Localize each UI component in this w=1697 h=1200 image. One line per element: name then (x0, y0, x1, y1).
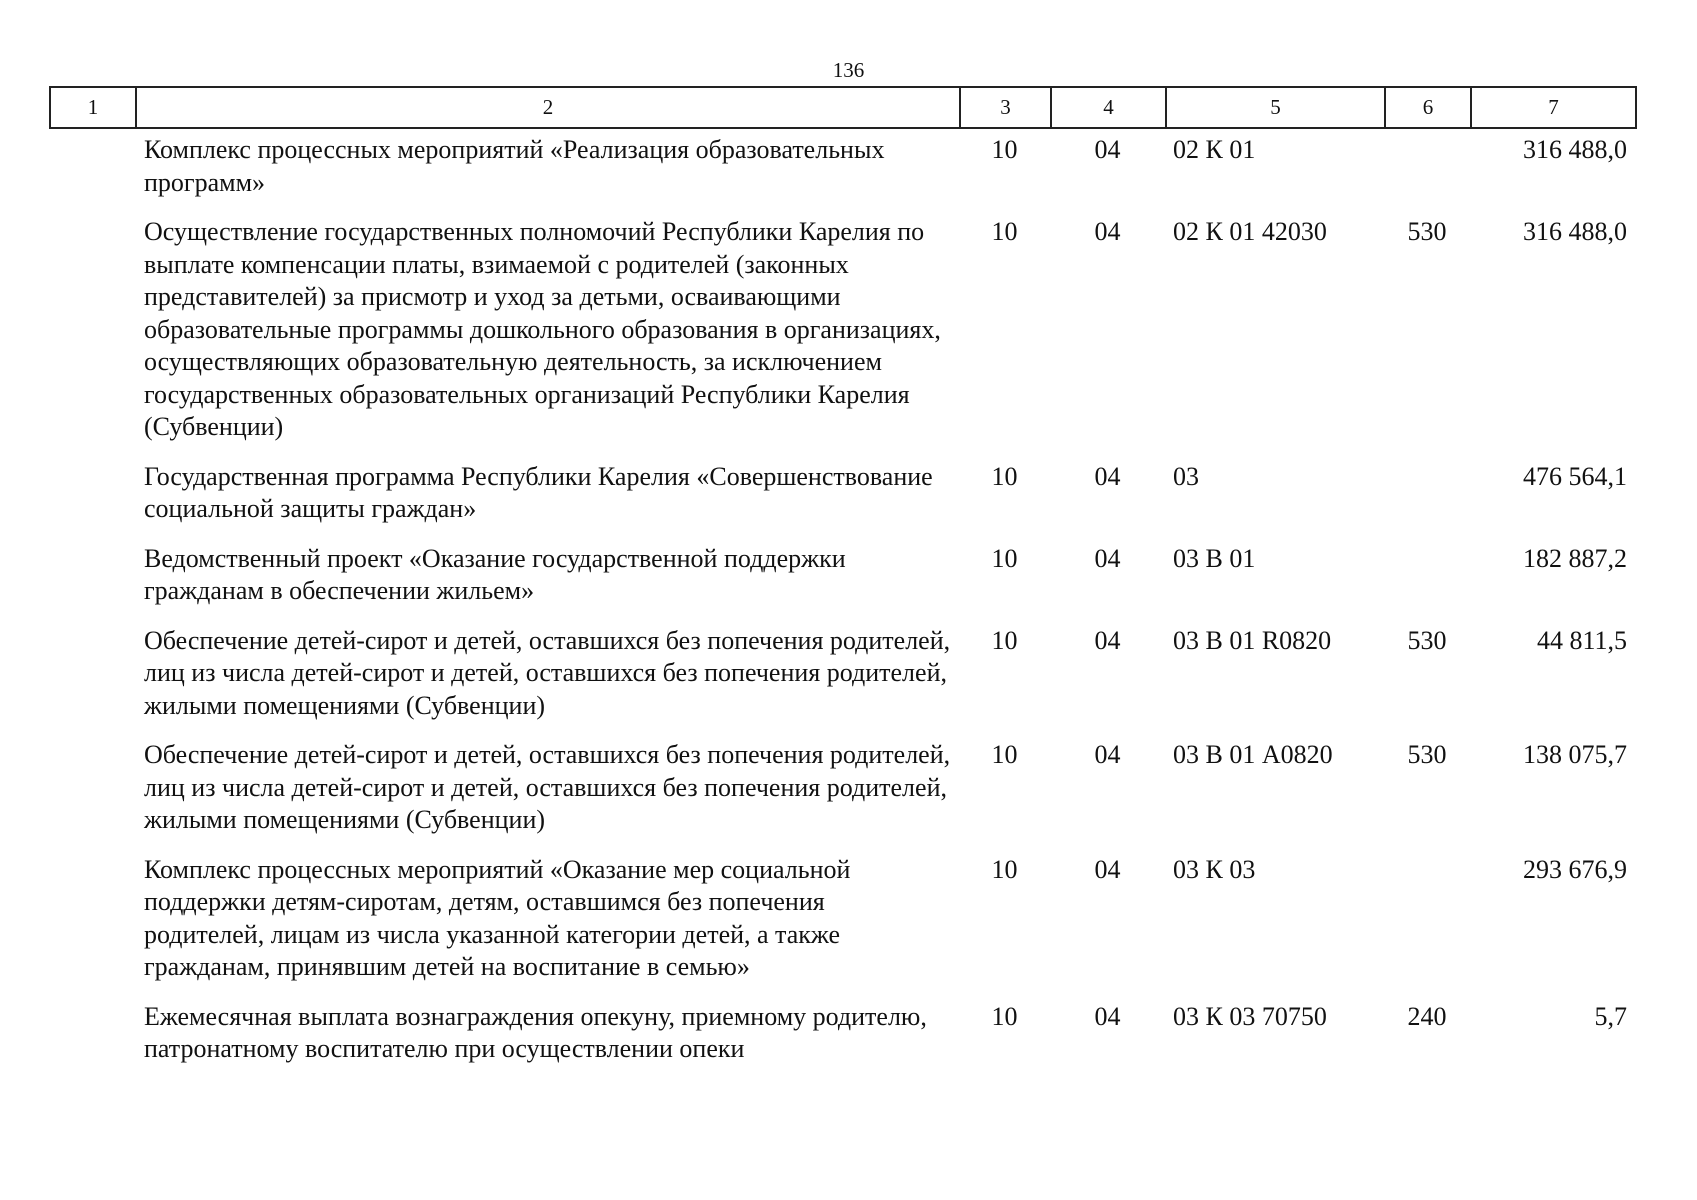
row-target-article-code: 03 В 01 А0820 (1173, 740, 1333, 769)
row-subsection-code: 04 (1094, 854, 1121, 884)
table-row (49, 216, 1635, 461)
row-subsection-code: 04 (1094, 740, 1121, 769)
table-row (49, 739, 1635, 854)
row-target-article-code: 03 К 03 (1173, 854, 1256, 884)
row-subsection-code: 04 (1094, 625, 1121, 655)
row-description: Государственная программа Республики Карелия «Совершенствование социальной защиты граждан» (144, 461, 933, 523)
row-target-article-code: 03 В 01 R0820 (1173, 625, 1332, 655)
row-description: Комплекс процессных мероприятий «Оказание мер социальной поддержки детям-сиротам, детям, оставшимся без попечения родителей, лицам из числа указанной категории детей, а также гражданам, принявшим детей на воспитание в семью» (144, 854, 851, 981)
table-rows (49, 134, 1635, 1083)
table-row (49, 1001, 1635, 1083)
row-section-code: 10 (991, 543, 1018, 573)
row-target-article-code: 03 К 03 70750 (1173, 1001, 1327, 1031)
table-row (49, 543, 1635, 625)
row-description: Обеспечение детей-сирот и детей, оставшихся без попечения родителей, лиц из числа детей-сирот и детей, оставшихся без попечения родителей, жилыми помещениями (Субвенции) (144, 625, 951, 720)
row-description: Осуществление государственных полномочий Республики Карелия по выплате компенсации платы, взимаемой с родителей (законных представителей) за присмотр и уход за детьми, осваивающими образовательные программы дошкольного образования в организациях, осуществляющих образовательную деятельность, за исключением государственных образовательных организаций Республики Карелия (Субвенции) (144, 217, 941, 441)
row-section-code: 10 (991, 217, 1018, 246)
row-description: Комплекс процессных мероприятий «Реализация образовательных программ» (144, 135, 885, 197)
column-header-table (49, 86, 1637, 129)
row-subsection-code: 04 (1094, 217, 1121, 246)
column-number-5: 5 (1166, 87, 1385, 128)
column-number-7: 7 (1471, 87, 1636, 128)
row-expense-type-code: 530 (1407, 740, 1447, 769)
row-section-code: 10 (991, 461, 1018, 491)
row-section-code: 10 (991, 1001, 1018, 1031)
row-expense-type-code (1384, 543, 1470, 625)
row-amount: 316 488,0 (1523, 135, 1627, 164)
row-expense-type-code: 530 (1407, 217, 1447, 246)
column-number-row (50, 87, 1636, 128)
column-number-6: 6 (1385, 87, 1471, 128)
row-subsection-code: 04 (1094, 135, 1121, 164)
row-description: Ведомственный проект «Оказание государственной поддержки гражданам в обеспечении жильем» (144, 543, 846, 605)
row-expense-type-code: 530 (1407, 625, 1447, 655)
row-amount: 182 887,2 (1523, 543, 1627, 573)
row-subsection-code: 04 (1094, 543, 1121, 573)
row-amount: 316 488,0 (1523, 217, 1627, 246)
row-expense-type-code (1384, 854, 1470, 1001)
row-section-code: 10 (991, 740, 1018, 769)
row-expense-type-code: 240 (1407, 1001, 1447, 1031)
table-row (49, 854, 1635, 1001)
table-row (49, 625, 1635, 740)
row-description: Обеспечение детей-сирот и детей, оставшихся без попечения родителей, лиц из числа детей-сирот и детей, оставшихся без попечения родителей, жилыми помещениями (Субвенции) (144, 740, 951, 834)
row-section-code: 10 (991, 854, 1018, 884)
row-subsection-code: 04 (1094, 1001, 1121, 1031)
table-row (49, 461, 1635, 543)
page-number: 136 (832, 58, 865, 82)
row-amount: 293 676,9 (1523, 854, 1627, 884)
row-amount: 5,7 (1594, 1001, 1627, 1031)
row-amount: 44 811,5 (1536, 625, 1627, 655)
column-number-1: 1 (50, 87, 136, 128)
row-target-article-code: 03 (1173, 461, 1199, 491)
column-number-3: 3 (960, 87, 1051, 128)
row-section-code: 10 (991, 625, 1018, 655)
row-amount: 138 075,7 (1523, 740, 1627, 769)
budget-table-body (49, 134, 1635, 1083)
column-number-4: 4 (1051, 87, 1166, 128)
row-amount: 476 564,1 (1523, 461, 1627, 491)
column-number-2: 2 (136, 87, 960, 128)
row-subsection-code: 04 (1094, 461, 1121, 491)
row-section-code: 10 (991, 135, 1018, 164)
row-description: Ежемесячная выплата вознаграждения опекуну, приемному родителю, патронатному воспитателю при осуществлении опеки (144, 1001, 927, 1063)
row-expense-type-code (1384, 461, 1470, 543)
row-target-article-code: 03 В 01 (1173, 543, 1256, 573)
row-target-article-code: 02 К 01 42030 (1173, 217, 1327, 246)
row-expense-type-code (1384, 134, 1470, 216)
row-target-article-code: 02 К 01 (1173, 135, 1256, 164)
table-row (49, 134, 1635, 216)
